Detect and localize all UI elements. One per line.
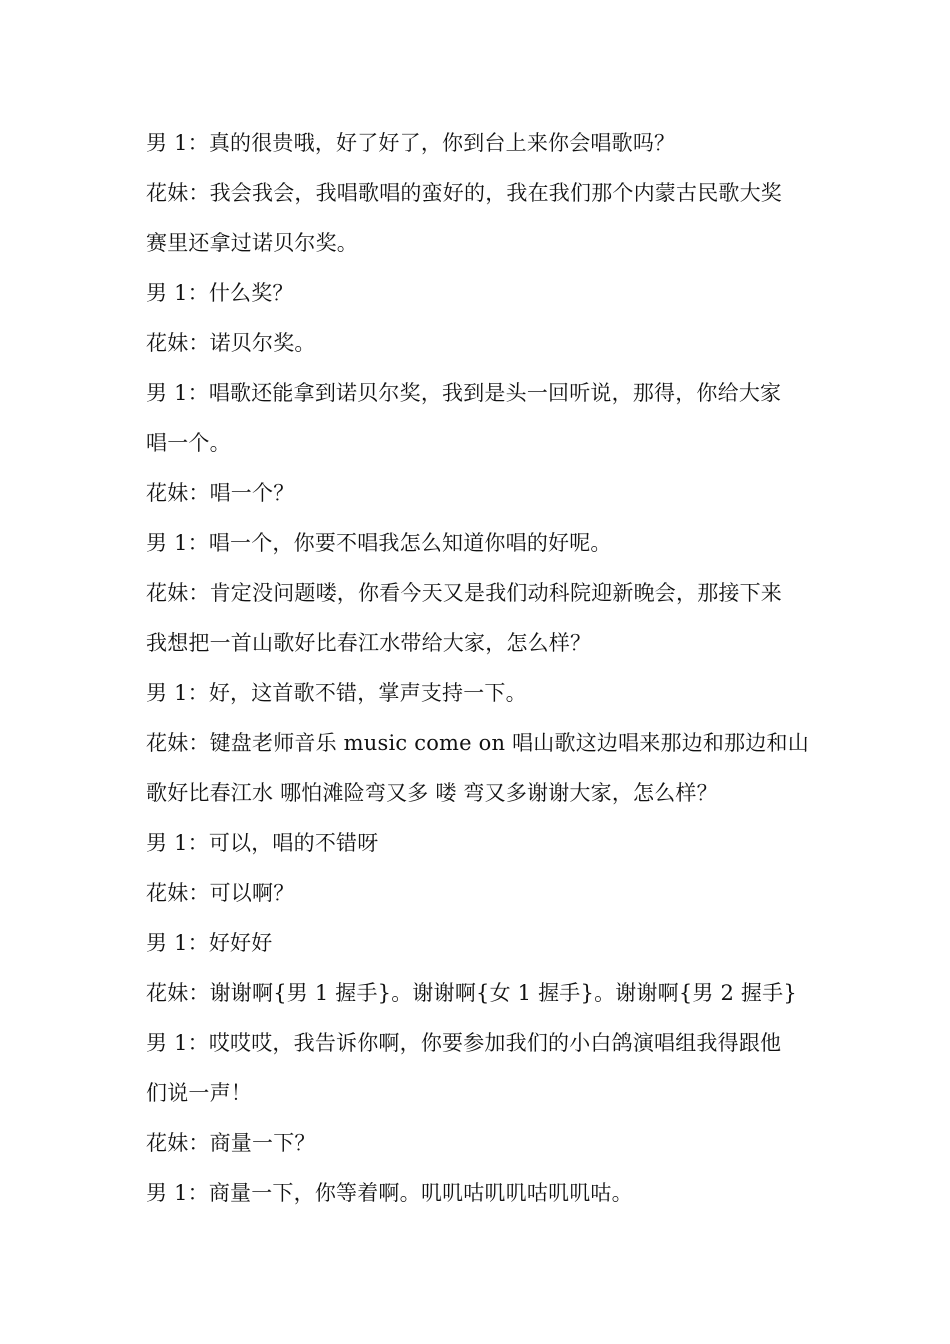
dialogue-line: 男 1：唱一个，你要不唱我怎么知道你唱的好呢。 [146,531,612,555]
dialogue-line: 们说一声！ [146,1081,252,1105]
dialogue-line: 花妹：可以啊？ [146,881,295,905]
dialogue-line: 花妹：商量一下？ [146,1131,316,1155]
dialogue-line: 花妹：诺贝尔奖。 [146,331,316,355]
dialogue-line: 男 1：好，这首歌不错，掌声支持一下。 [146,681,527,705]
dialogue-line: 男 1：哎哎哎，我告诉你啊，你要参加我们的小白鸽演唱组我得跟他 [146,1031,782,1055]
dialogue-line: 花妹：我会我会，我唱歌唱的蛮好的，我在我们那个内蒙古民歌大奖 [146,181,782,205]
dialogue-line: 我想把一首山歌好比春江水带给大家，怎么样？ [146,631,592,655]
dialogue-line: 花妹：键盘老师音乐 music come on 唱山歌这边唱来那边和那边和山 [146,731,809,755]
dialogue-line: 花妹：谢谢啊{男 1 握手}。谢谢啊{女 1 握手}。谢谢啊{男 2 握手} [146,981,797,1005]
dialogue-line: 赛里还拿过诺贝尔奖。 [146,231,358,255]
dialogue-line: 男 1：什么奖？ [146,281,294,305]
dialogue-line: 男 1：真的很贵哦，好了好了，你到台上来你会唱歌吗？ [146,131,676,155]
dialogue-line: 花妹：唱一个？ [146,481,295,505]
dialogue-line: 唱一个。 [146,431,231,455]
dialogue-line: 歌好比春江水 哪怕滩险弯又多 喽 弯又多谢谢大家，怎么样？ [146,781,718,805]
document-page [146,118,810,1218]
dialogue-line: 男 1：可以，唱的不错呀 [146,831,379,855]
dialogue-line: 男 1：好好好 [146,931,273,955]
dialogue-line: 男 1：唱歌还能拿到诺贝尔奖，我到是头一回听说，那得，你给大家 [146,381,782,405]
dialogue-line: 男 1：商量一下，你等着啊。叽叽咕叽叽咕叽叽咕。 [146,1181,633,1205]
dialogue-line: 花妹：肯定没问题喽，你看今天又是我们动科院迎新晚会，那接下来 [146,581,782,605]
